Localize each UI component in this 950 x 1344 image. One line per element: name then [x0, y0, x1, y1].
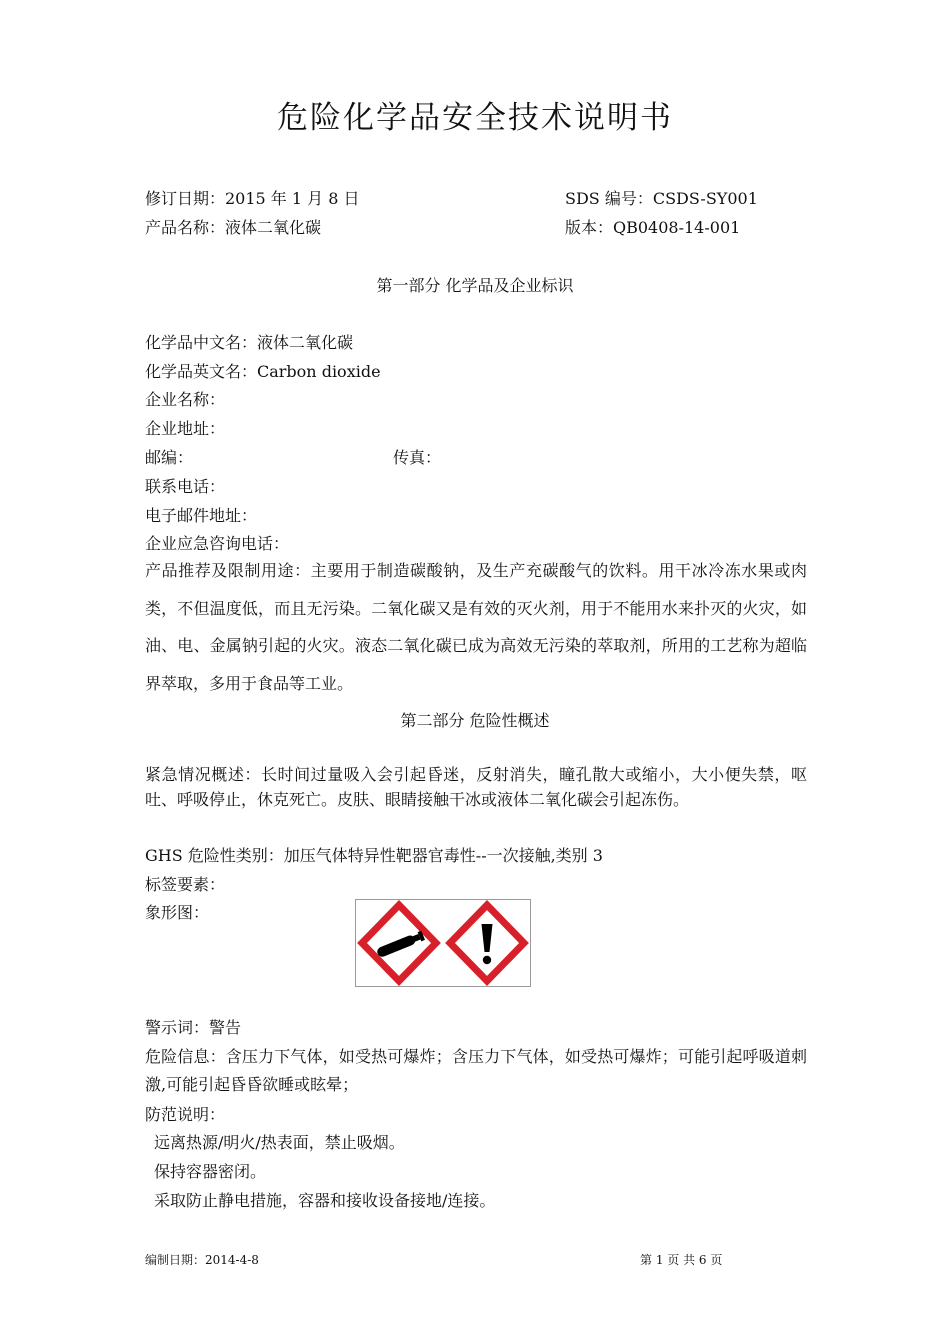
- exclamation-mark-icon: [450, 905, 524, 981]
- chemical-en-name: 化学品英文名：Carbon dioxide: [145, 362, 381, 381]
- postcode: 邮编：: [145, 448, 194, 467]
- ghs-pictograms: [355, 899, 531, 987]
- email-address: 电子邮件地址：: [145, 506, 258, 525]
- contact-phone: 联系电话：: [145, 477, 226, 496]
- precaution-label: 防范说明：: [145, 1105, 226, 1124]
- company-name: 企业名称：: [145, 390, 226, 409]
- product-usage: 产品推荐及限制用途：主要用于制造碳酸钠，及生产充碳酸气的饮料。用干冰冷冻水果或肉类，不但温度低，而且无污染。二氧化碳又是有效的灭火剂，用于不能用水来扑灭的火灾，如油、电、金属钠引起的火灾。液态二氧化碳已成为高效无污染的萃取剂，所用的工艺称为超临界萃取，多用于食品等工业。: [145, 561, 807, 693]
- section2-heading: 第二部分 危险性概述: [400, 711, 550, 730]
- chemical-cn-name: 化学品中文名：液体二氧化碳: [145, 333, 354, 352]
- sds-number: SDS 编号：CSDS-SY001: [565, 189, 758, 208]
- precaution-item: 采取防止静电措施，容器和接收设备接地/连接。: [154, 1191, 496, 1210]
- emergency-overview: 紧急情况概述：长时间过量吸入会引起昏迷，反射消失，瞳孔散大或缩小，大小便失禁，呕吐、呼吸停止，休克死亡。皮肤、眼睛接触干冰或液体二氧化碳会引起冻伤。: [145, 765, 807, 809]
- gas-cylinder-icon: [362, 905, 436, 981]
- document-title: 危险化学品安全技术说明书: [277, 100, 673, 136]
- version-number: 版本：QB0408-14-001: [565, 218, 741, 237]
- hazard-info: 危险信息：含压力下气体，如受热可爆炸；含压力下气体，如受热可爆炸；可能引起呼吸道刺激,可能引起昏昏欲睡或眩晕；: [145, 1047, 807, 1094]
- product-name: 产品名称：液体二氧化碳: [145, 218, 322, 237]
- precaution-item: 保持容器密闭。: [154, 1162, 267, 1181]
- revision-date: 修订日期：2015 年 1 月 8 日: [145, 189, 360, 208]
- precaution-item: 远离热源/明火/热表面，禁止吸烟。: [154, 1133, 405, 1152]
- label-elements: 标签要素：: [145, 875, 226, 894]
- page-number: 第 1 页 共 6 页: [640, 1253, 723, 1267]
- ghs-class: GHS 危险性类别：加压气体特异性靶器官毒性--一次接触,类别 3: [145, 846, 603, 865]
- compile-date: 编制日期：2014-4-8: [145, 1253, 259, 1267]
- section1-heading: 第一部分 化学品及企业标识: [376, 276, 574, 295]
- fax: 传真：: [393, 448, 442, 467]
- signal-word: 警示词：警告: [145, 1018, 242, 1037]
- company-address: 企业地址：: [145, 419, 226, 438]
- pictogram-label: 象形图：: [145, 903, 210, 922]
- emergency-phone: 企业应急咨询电话：: [145, 534, 290, 553]
